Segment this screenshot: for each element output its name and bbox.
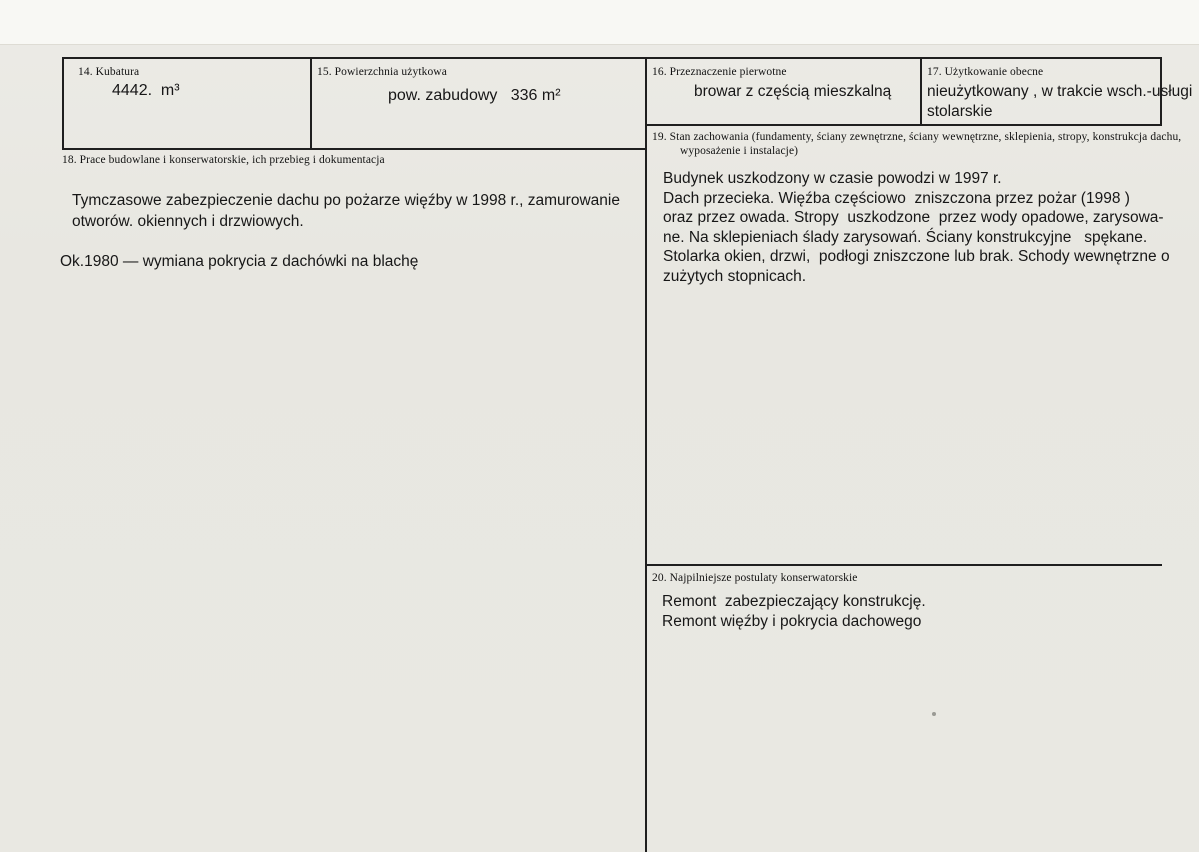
field-18-text-line: Tymczasowe zabezpieczenie dachu po pożarze więźby w 1998 r., zamurowanie: [72, 192, 620, 209]
field-20-value: [662, 592, 926, 631]
form-border-top: [62, 57, 1162, 59]
field-20-text-line: Remont więźby i pokrycia dachowego: [662, 612, 922, 630]
rule-bottom-of-16-17: [645, 124, 1162, 126]
field-19-label-continuation: wyposażenie i instalacje): [680, 145, 799, 157]
field-20-text-line: Remont zabezpieczający konstrukcję.: [662, 593, 926, 610]
field-17-value: [927, 82, 1192, 121]
field-15-value: pow. zabudowy 336 m²: [388, 87, 561, 104]
field-17-label: 17. Użytkowanie obecne: [927, 66, 1044, 78]
field-14-label: 14. Kubatura: [78, 66, 140, 78]
rule-bottom-of-19: [645, 564, 1162, 566]
divider-14-15: [310, 57, 312, 149]
field-16-value: browar z częścią mieszkalną: [694, 83, 892, 100]
field-20-label: 20. Najpilniejsze postulaty konserwatorskie: [652, 572, 858, 584]
field-19-text-line: Stolarka okien, drzwi, podłogi zniszczone lub brak. Schody wewnętrzne o: [663, 248, 1170, 265]
field-18-label: 18. Prace budowlane i konserwatorskie, ich przebieg i dokumentacja: [62, 154, 385, 166]
form-border-left: [62, 57, 64, 149]
field-19-value: [663, 169, 1170, 286]
divider-center: [645, 57, 647, 852]
divider-16-17: [920, 57, 922, 125]
scan-speckle: [932, 712, 936, 716]
field-17-value-line: stolarskie: [927, 102, 993, 120]
field-16-label: 16. Przeznaczenie pierwotne: [652, 66, 787, 78]
scan-top-margin: [0, 0, 1199, 45]
field-17-value-line: nieużytkowany , w trakcie wsch.-usługi: [927, 83, 1193, 100]
field-19-text-line: Dach przecieka. Więźba częściowo zniszczona przez pożar (1998 ): [663, 189, 1130, 207]
field-19-text-line: Budynek uszkodzony w czasie powodzi w 1997 r.: [663, 170, 1002, 187]
field-18-paragraph-1: [72, 190, 620, 232]
field-15-label: 15. Powierzchnia użytkowa: [317, 66, 447, 78]
field-19-text-line: oraz przez owada. Stropy uszkodzone przez wody opadowe, zarysowa-: [663, 209, 1164, 226]
field-14-value: 4442. m³: [112, 82, 180, 99]
field-19-label: 19. Stan zachowania (fundamenty, ściany zewnętrzne, ściany wewnętrzne, sklepienia, stropy, konstrukcja dachu,: [652, 131, 1182, 143]
field-19-text-line: zużytych stopnicach.: [663, 267, 807, 285]
rule-bottom-of-14-15: [62, 148, 647, 150]
field-18-text-line: otworów. okiennych i drzwiowych.: [72, 213, 304, 230]
field-18-paragraph-2: Ok.1980 — wymiana pokrycia z dachówki na blachę: [60, 253, 419, 270]
field-19-text-line: ne. Na sklepieniach ślady zarysowań. Ściany konstrukcyjne spękane.: [663, 228, 1148, 246]
